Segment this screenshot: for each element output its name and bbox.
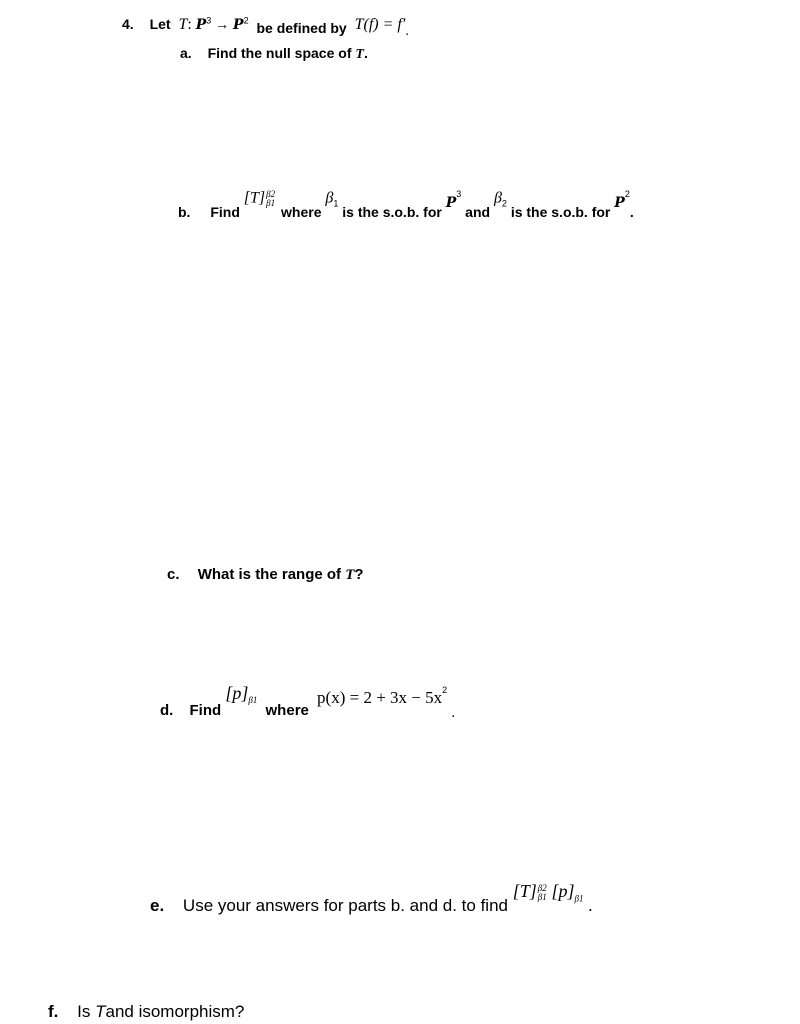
- part-b-period: .: [629, 203, 634, 220]
- part-b-sob-2: is the s.o.b. for: [510, 203, 611, 220]
- codomain-exp: 2: [243, 15, 249, 26]
- map-T: T: [178, 16, 188, 33]
- part-f-T: T: [95, 1002, 106, 1021]
- part-b-sob-1: is the s.o.b. for: [342, 203, 442, 220]
- part-d-label: d.: [160, 702, 174, 719]
- part-d-find: Find: [189, 702, 222, 719]
- part-b-bases: [266, 190, 275, 208]
- part-b-beta-2-sub: 2: [501, 198, 507, 209]
- definition-period: .: [405, 24, 409, 39]
- part-d: [160, 683, 456, 721]
- part-d-where: where: [265, 702, 309, 719]
- part-a-period: .: [363, 45, 368, 61]
- part-a-text: Find the null space of: [207, 45, 352, 61]
- part-b-P2-exp: 2: [624, 189, 630, 200]
- part-c: [167, 567, 364, 583]
- part-b-beta2: β2: [266, 189, 276, 199]
- part-e: [150, 881, 593, 915]
- map-colon: :: [187, 16, 192, 33]
- part-c-text: What is the range of: [197, 566, 342, 583]
- domain-P: P: [195, 17, 207, 33]
- part-e-beta1: β1: [537, 891, 547, 902]
- part-e-vector-basis: β1: [574, 893, 584, 904]
- part-e-label: e.: [150, 896, 165, 915]
- part-c-T: T: [345, 567, 355, 583]
- part-c-label: c.: [167, 566, 180, 583]
- part-f-label: f.: [48, 1002, 59, 1021]
- part-a-label: a.: [180, 45, 192, 61]
- part-e-matrix: [T]: [512, 881, 537, 901]
- part-b-where: where: [281, 203, 322, 220]
- part-d-period: .: [451, 705, 456, 721]
- part-b: [178, 189, 634, 220]
- part-f: [48, 1003, 244, 1020]
- part-b-P2: P: [614, 194, 625, 211]
- part-b-find: Find: [210, 203, 240, 220]
- T-definition: T(f) = f′: [354, 16, 406, 33]
- part-d-exp: 2: [442, 685, 448, 695]
- part-d-polynomial: p(x) = 2 + 3x − 5x: [317, 688, 443, 707]
- part-a: [180, 46, 368, 62]
- arrow: →: [215, 18, 230, 33]
- part-b-and: and: [465, 203, 491, 220]
- part-b-matrix: [T]: [243, 189, 266, 207]
- part-a-T: T: [355, 47, 364, 62]
- part-d-vector: [p]: [225, 683, 249, 703]
- part-f-is: Is: [77, 1002, 91, 1021]
- part-f-rest: and isomorphism?: [105, 1002, 245, 1021]
- part-b-beta-2: β: [493, 189, 502, 207]
- question-number: 4.: [122, 16, 134, 32]
- domain-exp: 3: [206, 15, 212, 26]
- part-b-label: b.: [178, 203, 191, 220]
- part-d-basis: β1: [248, 695, 258, 705]
- part-b-P3-exp: 3: [456, 189, 462, 200]
- let-word: Let: [149, 16, 171, 32]
- part-b-P3: P: [445, 194, 457, 211]
- part-b-beta1: β1: [266, 198, 276, 208]
- question-4-line: [122, 15, 409, 39]
- codomain-P: P: [233, 17, 244, 33]
- part-e-beta2: β2: [537, 882, 547, 893]
- part-e-vector: [p]: [551, 881, 575, 901]
- part-e-text: Use your answers for parts b. and d. to find: [182, 896, 508, 915]
- part-e-period: .: [588, 896, 593, 915]
- part-c-question: ?: [354, 566, 364, 583]
- be-defined-by: be defined by: [256, 20, 347, 36]
- part-e-bases: [538, 884, 547, 902]
- part-b-beta-1-sub: 1: [333, 198, 339, 209]
- part-b-beta-1: β: [325, 189, 334, 207]
